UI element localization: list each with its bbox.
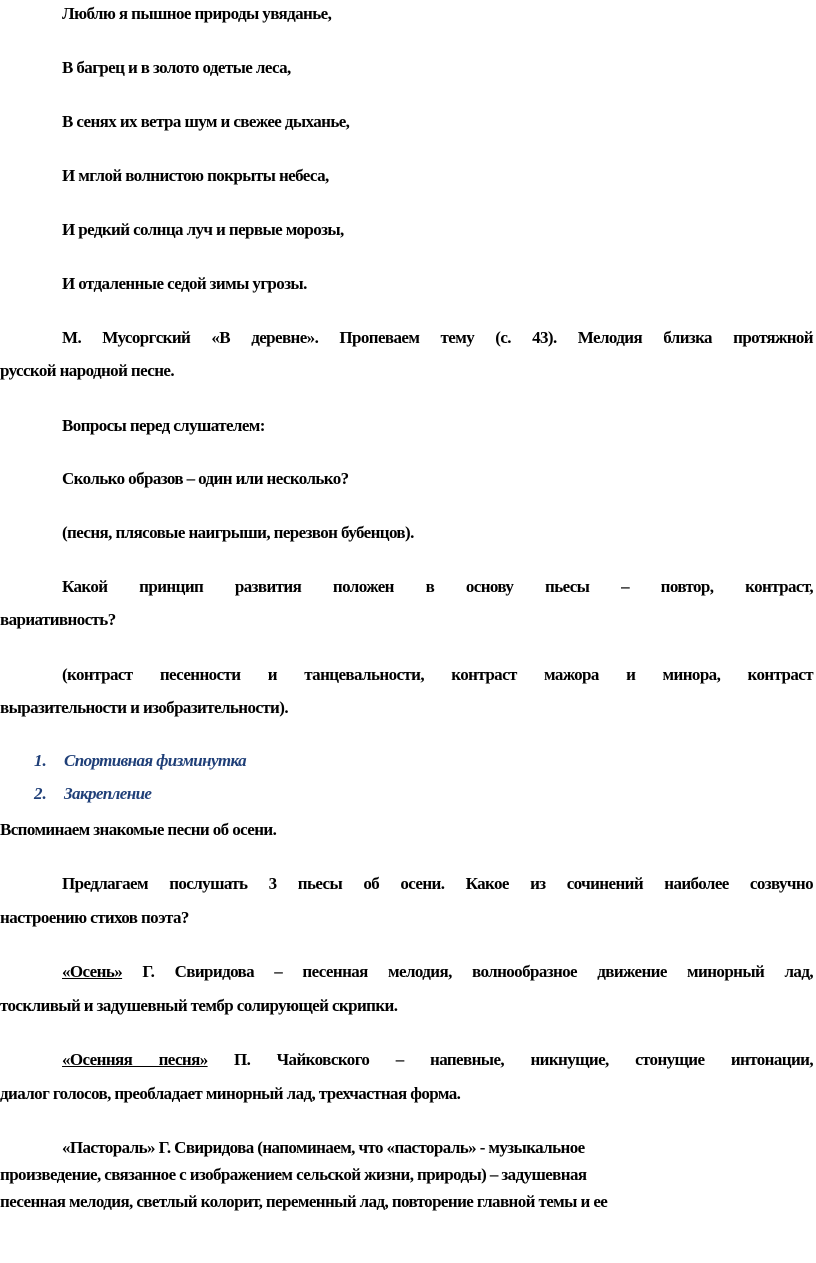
poem-line: В сенях их ветра шум и свежее дыханье, [62,112,350,131]
piece-3-line2: произведение, связанное с изображением сельской жизни, природы) – задушевная [0,1165,587,1184]
poem-line: В багрец и в золото одетые леса, [62,58,291,77]
answer-1: (песня, плясовые наигрыши, перезвон бубенцов). [62,523,414,542]
piece-2-line2: диалог голосов, преобладает минорный лад, трехчастная форма. [0,1084,461,1103]
poem-line: И мглой волнистою покрыты небеса, [62,166,329,185]
paragraph-mussorgsky-line2: русской народной песне. [0,361,174,380]
poem-line: Люблю я пышное природы увяданье, [62,4,332,23]
question-1: Сколько образов – один или несколько? [62,469,349,488]
answer-2-line2: выразительности и изобразительности). [0,698,288,717]
recall-text: Вспоминаем знакомые песни об осени. [0,820,277,839]
paragraph-mussorgsky-line1: М. Мусоргский «В деревне». Пропеваем тему (с. 43). Мелодия близка протяжной [62,328,813,347]
list-item-text: Закрепление [64,784,152,803]
piece-3-line3: песенная мелодия, светлый колорит, переменный лад, повторение главной темы и ее [0,1192,608,1211]
piece-1-line1 [0,962,813,982]
piece-2-line1 [0,1050,813,1070]
question-2-line1: Какой принцип развития положен в основу пьесы – повтор, контраст, [62,577,813,596]
question-2-line2: вариативность? [0,610,116,629]
list-item-number: 2. [34,784,47,803]
poem-line: И редкий солнца луч и первые морозы, [62,220,344,239]
list-item-text: Спортивная физминутка [64,751,247,770]
answer-2-line1: (контраст песенности и танцевальности, контраст мажора и минора, контраст [62,665,813,684]
piece-2-description: П. Чайковского – напевные, никнущие, стонущие интонации, [207,1050,813,1069]
poem-line: И отдаленные седой зимы угрозы. [62,274,307,293]
piece-1-description: Г. Свиридова – песенная мелодия, волнообразное движение минорный лад, [122,962,813,981]
piece-2-title: «Осенняя песня» [62,1050,208,1069]
piece-1-line2: тоскливый и задушевный тембр солирующей скрипки. [0,996,398,1015]
offer-line1: Предлагаем послушать 3 пьесы об осени. Какое из сочинений наиболее созвучно [62,874,813,893]
list-item-number: 1. [34,751,47,770]
questions-intro: Вопросы перед слушателем: [62,416,265,435]
piece-1-title: «Осень» [62,962,123,981]
piece-3-line1: «Пастораль» Г. Свиридова (напоминаем, что «пастораль» - музыкальное [62,1138,585,1157]
offer-line2: настроению стихов поэта? [0,908,189,927]
